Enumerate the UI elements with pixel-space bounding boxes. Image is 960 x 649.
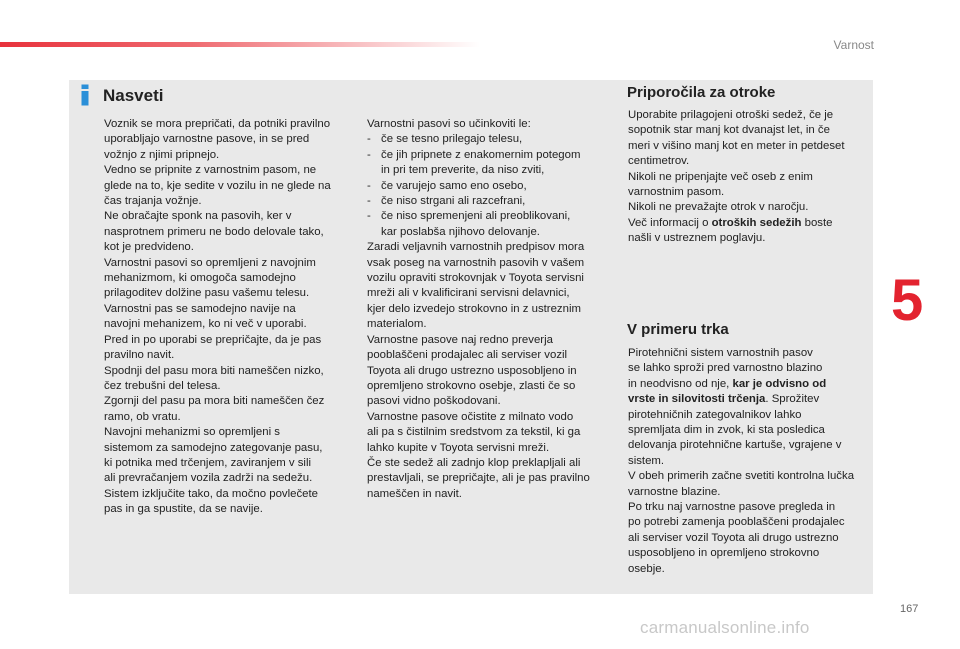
header-accent-bar bbox=[0, 42, 480, 47]
text-line: Varnostne pasove očistite z milnato vodo bbox=[367, 410, 574, 423]
text-line: pas in ga spustite, da se navije. bbox=[104, 503, 263, 516]
list-item: - če varujejo samo eno osebo, bbox=[367, 179, 527, 192]
text-line: Uporabite prilagojeni otroški sedež, če je bbox=[628, 109, 834, 121]
text-line: čez trebušni del telesa. bbox=[104, 379, 221, 392]
text-line: opremljeno strokovno osebje, zlasti če so bbox=[367, 379, 576, 392]
list-item: in pri tem preverite, da niso zviti, bbox=[381, 164, 545, 177]
text-line: usposobljeno in opremljeno strokovno bbox=[628, 547, 820, 560]
text-line: varnostnim pasom. bbox=[628, 186, 725, 199]
text-line: Spodnji del pasu mora biti nameščen nizko, bbox=[104, 364, 324, 377]
text-line: osebje. bbox=[628, 562, 665, 575]
text-line bbox=[628, 216, 868, 231]
text-line: uporabljajo varnostne pasove, in se pred bbox=[104, 133, 310, 146]
text-line: Nikoli ne pripenjajte več oseb z enim bbox=[628, 170, 813, 183]
text-line: meri v višino manj kot en meter in petdeset bbox=[628, 139, 845, 152]
text-line: Toyota ali drugo ustrezno usposobljeno in bbox=[367, 364, 577, 377]
info-icon bbox=[74, 84, 96, 106]
text-line: pooblaščeni prodajalec ali serviser vozil bbox=[367, 349, 568, 362]
text-line: ki potnika med trčenjem, zaviranjem v sili bbox=[104, 456, 312, 469]
accident-text bbox=[628, 346, 868, 577]
text-line: mreži ali v kvalificirani servisni delavnici, bbox=[367, 287, 570, 300]
text-line: našli v ustreznem poglavju. bbox=[628, 232, 766, 245]
text-line: ramo, ob vratu. bbox=[104, 410, 181, 423]
text-line: Varnostni pasovi so učinkoviti le: bbox=[367, 118, 531, 130]
text-line: vsak poseg na varnostnih pasovih v vašem bbox=[367, 256, 585, 269]
text-line bbox=[628, 377, 868, 392]
text-line bbox=[628, 392, 868, 407]
text-line: sistem. bbox=[628, 454, 665, 467]
text-line: ali pa s čistilnim sredstvom za tekstil, ki ga bbox=[367, 426, 581, 439]
text-line: Vedno se pripnite z varnostnim pasom, ne bbox=[104, 164, 317, 177]
text-line: Zaradi veljavnih varnostnih predpisov mora bbox=[367, 241, 585, 254]
page-number: 167 bbox=[900, 603, 919, 615]
text-line: lahko kupite v Toyota servisni mreži. bbox=[367, 441, 550, 454]
text-line: spremljata dim in zvok, ki sta posledica bbox=[628, 424, 825, 437]
list-item: - če jih pripnete z enakomernim potegom bbox=[367, 148, 581, 161]
text-line: pirotehničnih zategovalnikov lahko bbox=[628, 408, 802, 421]
list-item: - če niso strgani ali razcefrani, bbox=[367, 195, 526, 208]
text-line: Varnostni pas se samodejno navije na bbox=[104, 302, 296, 315]
text-line: Sistem izklјučite tako, da močno povlečete bbox=[104, 487, 318, 500]
text-line: Zgornji del pasu pa mora biti nameščen čez bbox=[104, 395, 325, 408]
text-line: prilagoditev dolžine pasu vašemu telesu. bbox=[104, 287, 310, 300]
bold-fragment: vrste in silovitosti trčenja bbox=[628, 393, 766, 406]
text-line: centimetrov. bbox=[628, 155, 690, 168]
text-line: po potrebi zamenja pooblaščeni prodajalec bbox=[628, 516, 845, 529]
text-line: pasovi vidno poškodovani. bbox=[367, 395, 501, 408]
text-line: materialom. bbox=[367, 318, 427, 331]
text-fragment: . Sprožitev bbox=[765, 393, 820, 406]
children-title: Priporočila za otroke bbox=[627, 84, 776, 101]
text-line: ali serviser vozil Toyota ali drugo ustrezno bbox=[628, 531, 839, 544]
text-line: Varnostne pasove naj redno preverja bbox=[367, 333, 553, 346]
chapter-number: 5 bbox=[891, 268, 924, 333]
text-line: pravilno navit. bbox=[104, 349, 175, 362]
text-line: Nikoli ne prevažajte otrok v naročju. bbox=[628, 201, 809, 214]
text-line: nameščen in navit. bbox=[367, 487, 462, 500]
text-fragment: in neodvisno od nje, bbox=[628, 377, 733, 390]
tips-column-2 bbox=[367, 117, 617, 502]
text-line: V obeh primerih začne svetiti kontrolna lučka bbox=[628, 470, 855, 483]
text-line: varnostne blazine. bbox=[628, 485, 721, 498]
text-line: Če ste sedež ali zadnjo klop preklapljali ali bbox=[367, 456, 581, 469]
list-item: - če se tesno prilegajo telesu, bbox=[367, 133, 523, 146]
text-line: čas trajanja vožnje. bbox=[104, 195, 202, 208]
text-line: se lahko sproži pred varnostno blazino bbox=[628, 362, 823, 375]
text-line: Navojni mehanizmi so opremljeni s bbox=[104, 426, 280, 439]
bold-fragment: kar je odvisno od bbox=[732, 377, 827, 390]
text-fragment: boste bbox=[801, 216, 833, 229]
section-title: Varnost bbox=[833, 38, 874, 52]
text-line: Voznik se mora prepričati, da potniki pravilno bbox=[104, 118, 331, 130]
watermark: carmanualsonline.info bbox=[640, 618, 810, 637]
text-line: Pred in po uporabi se prepričajte, da je pas bbox=[104, 333, 322, 346]
text-line: nasprotnem primeru ne bodo delovale tako, bbox=[104, 225, 324, 238]
children-text bbox=[628, 108, 868, 247]
tips-column-1 bbox=[104, 117, 354, 518]
text-line: sistemom za samodejno zategovanje pasu, bbox=[104, 441, 323, 454]
text-line: kot je predvideno. bbox=[104, 241, 194, 254]
text-line: Varnostni pasovi so opremljeni z navojnim bbox=[104, 256, 316, 269]
text-line: prestavljali, se prepričajte, ali je pas pravilno bbox=[367, 472, 590, 485]
bold-fragment: otroških sedežih bbox=[711, 216, 802, 229]
text-line: vozilu opraviti strokovnjak v Toyota servisni bbox=[367, 272, 584, 285]
text-fragment: Več informacij o bbox=[628, 216, 712, 229]
text-line: glede na to, kje sedite v vozilu in ne glede na bbox=[104, 179, 331, 192]
tips-title: Nasveti bbox=[103, 86, 164, 105]
text-line: Pirotehnični sistem varnostnih pasov bbox=[628, 347, 813, 359]
text-line: mehanizmom, ki omogoča samodejno bbox=[104, 272, 296, 285]
text-line: kjer delo izvedejo strokovno in z ustreznim bbox=[367, 302, 581, 315]
list-item: kar poslabša njihovo delovanje. bbox=[381, 225, 540, 238]
text-line: navojni mehanizem, ko ni več v uporabi. bbox=[104, 318, 307, 331]
list-item: - če niso spremenjeni ali preoblikovani, bbox=[367, 210, 571, 223]
text-line: Ne obračajte sponk na pasovih, ker v bbox=[104, 210, 292, 223]
text-line: ali prevračanjem vozila zadrži na sedežu. bbox=[104, 472, 313, 485]
text-line: Po trku naj varnostne pasove pregleda in bbox=[628, 501, 836, 514]
accident-title: V primeru trka bbox=[627, 321, 729, 338]
text-line: vožnjo z njimi pripnejo. bbox=[104, 148, 220, 161]
text-line: delovanja pirotehnične kartuše, vgrajene v bbox=[628, 439, 842, 452]
text-line: sopotnik star manj kot dvanajst let, in če bbox=[628, 124, 830, 137]
